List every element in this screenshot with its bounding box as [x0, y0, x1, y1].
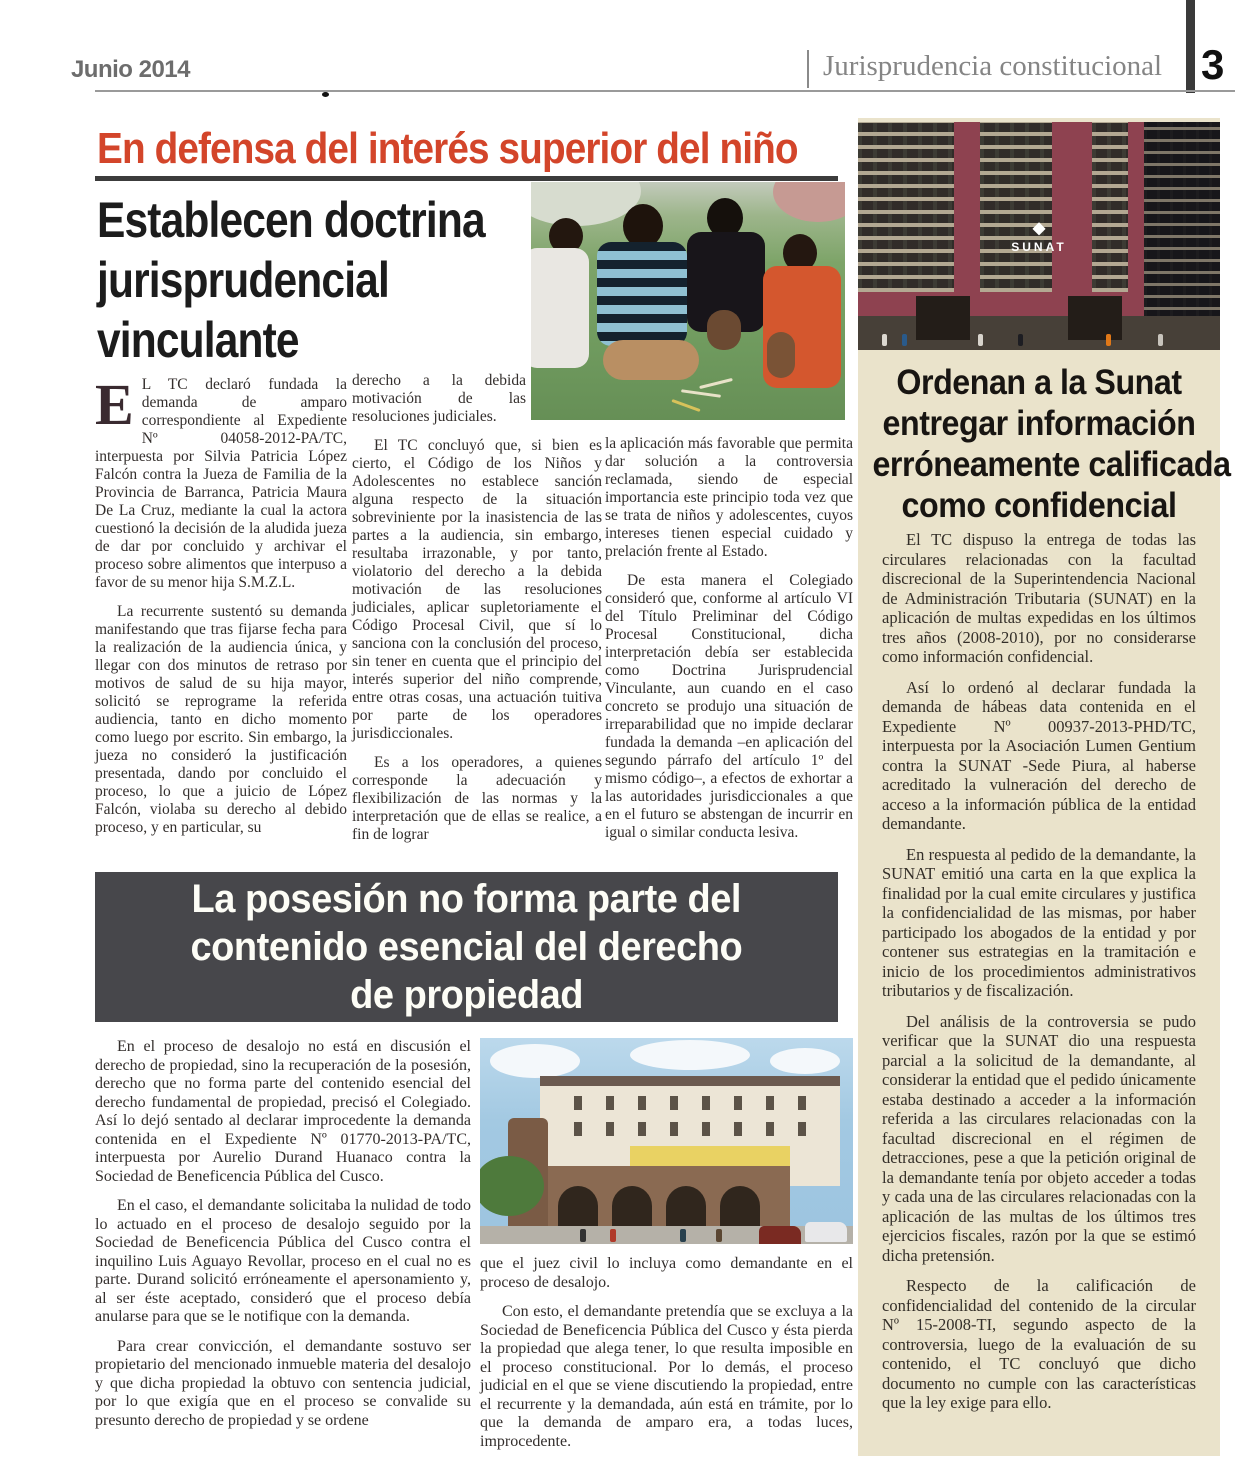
lead-column-1 — [95, 372, 347, 848]
paragraph: En el caso, el demandante solicitaba la nulidad de todo lo actuado en el proceso de desalojo seguido por la Sociedad de Beneficencia Pública del Cusco contra el inquilino Luis Aguayo Revollar, proceso en el cual no es parte. Durand solicitó erróneamente el apersonamiento y, al ser éste aceptado, consideró que el proceso debía anularse para que se le notifique con la demanda. — [95, 1197, 471, 1325]
arch — [558, 1186, 598, 1228]
kid-body — [597, 242, 687, 346]
lead-column-2 — [352, 372, 602, 855]
pedestrian — [882, 334, 887, 346]
banner-line: contenido esencial del derecho — [190, 925, 743, 969]
lead-headline — [97, 190, 553, 370]
article-kicker: En defensa del interés superior del niño — [97, 124, 798, 173]
banner-line: La posesión no forma parte del — [191, 877, 742, 921]
pedestrian — [680, 1229, 686, 1242]
headline-line: jurisprudencial — [97, 252, 389, 308]
paragraph: Respecto de la calificación de confidencialidad del contenido de la circular Nº 15-2008-TI, segundo aspecto de la controversia, luego de la evaluación de su contenido, el TC concluyó que dicho documento no cumple con las características que la ley exige para ello. — [882, 1276, 1196, 1412]
sidebar-article — [858, 118, 1231, 1456]
second-article-right-column — [480, 1255, 853, 1462]
photo-background-shape — [773, 182, 845, 222]
pedestrian — [902, 334, 907, 346]
entrance — [916, 296, 970, 340]
kid-body — [531, 248, 589, 368]
headline-line: Establecen doctrina — [97, 192, 485, 248]
banner-line: de propiedad — [350, 973, 583, 1017]
cloud — [490, 1044, 580, 1078]
paragraph: Es a los operadores, a quienes corresponde la adecuación y flexibilización de las normas y la interpretación que de ellas se realice, a fin de lograr — [352, 754, 602, 843]
paragraph: Con esto, el demandante pretendía que se excluya a la Sociedad de Beneficencia Pública del Cusco y ésta pierda la propiedad que alega tener, lo que resulta imposible en el proceso constitucional. Por lo demás, el proceso judicial en el que se viene discutiendo la propiedad, entre el recurrente y la demandada, aún está en trámite, por lo que la demanda de amparo era, a todas luces, improcedente. — [480, 1303, 853, 1450]
paragraph: que el juez civil lo incluya como demandante en el proceso de desalojo. — [480, 1255, 853, 1291]
cusco-building-photo — [480, 1038, 853, 1244]
kicker-rule — [95, 176, 838, 181]
stone-arcade — [540, 1166, 790, 1228]
headline-line: vinculante — [97, 312, 299, 368]
pedestrian — [1106, 334, 1111, 346]
sidebar-headline-line: como confidencial — [901, 486, 1177, 525]
paragraph: De esta manera el Colegiado consideró que, conforme al artículo VI del Título Preliminar del Código Procesal Constitucional, dicha interpretación debía ser establecida como Doctrina Jurisprudencial Vinculante, aun cuando en el caso concreto se produjo una situación de irreparabilidad que no impide declarar fundada la demanda –en aplicación del segundo párrafo del artículo 1º del mismo código–, a efectos de exhortar a las autoridades jurisdiccionales a que en el futuro se abstengan de incurrir en igual o similar conducta lesiva. — [605, 572, 853, 841]
page-number: 3 — [1201, 41, 1225, 88]
dropcap: E — [95, 372, 134, 437]
paragraph: E L TC declaró fundada la demanda de amparo correspondiente al Expediente Nº 04058-2012-PA/TC, interpuesta por Silvia Patricia López Falcón contra la Jueza de Familia de la Provincia de Barranca, Patricia Maura De La Cruz, mediante la cual la actora cuestionó la decisión de la aludida jueza de dar por concluido y archivar el proceso sobre alimentos que interpuso a favor de su menor hija S.M.Z.L. — [95, 372, 347, 591]
photo-overlap-spacer — [526, 372, 602, 428]
facade-grid — [858, 122, 954, 292]
ink-speck — [322, 92, 329, 97]
paragraph: Para crear convicción, el demandante sostuvo ser propietario del mencionado inmueble materia del desalojo y que dicha propiedad la obtuvo con sentencia judicial, por lo que exigía que en el proceso se convalide su presunto derecho de propiedad y se ordene — [95, 1337, 471, 1429]
kid-legs — [603, 340, 699, 380]
header-divider — [807, 50, 809, 88]
sidebar-headline-line: erróneamente calificada — [872, 445, 1231, 484]
facade-grid — [980, 122, 1052, 292]
pedestrian — [1158, 334, 1163, 346]
pedestrian — [580, 1229, 586, 1242]
issue-date: Junio 2014 — [70, 56, 190, 83]
sidebar-headline-line: entregar información — [882, 404, 1196, 443]
paragraph: En respuesta al pedido de la demandante, la SUNAT emitió una carta en la que explica la finalidad por la cual emite circulares y justifica la confidencialidad de las mismas, por haber participado los abogados de la entidad y por contener sus estrategias en la tramitación e inicio de los procedimientos administrativos tributarios y de fiscalización. — [882, 844, 1196, 1000]
paragraph: La recurrente sustentó su demanda manifestando que tras fijarse fecha para la realización de la audiencia única, y llegar con dos minutos de retraso por motivos de salud de su hija mayor, solicitó se reprograme la referida audiencia, tanto en dicho momento como luego por escrito. Sin embargo, la jueza no consideró la justificación presentada, dando por concluido el proceso, lo que a juicio de López Falcón, violaba su derecho al debido proceso, y en particular, su — [95, 603, 347, 836]
header-rule — [95, 90, 1235, 92]
window-row — [550, 1122, 830, 1136]
second-article-banner — [95, 872, 838, 1022]
paragraph: En el proceso de desalojo no está en discusión el derecho de propiedad, sino la recuperación de la posesión, derecho que no forma parte del contenido esencial del derecho fundamental de propiedad, precisó el Colegiado. Así lo dejó sentado al declarar improcedente la demanda contenida en el Expediente Nº 01770-2013-PA/TC, interpuesta por Aurelio Durand Huanaco contra la Sociedad de Beneficencia Pública del Cusco. — [95, 1038, 471, 1185]
paragraph: El TC dispuso la entrega de todas las circulares relacionadas con la facultad discrecional de la Superintendencia Nacional de Administración Tributaria (SUNAT) en la aplicación de multas expedidas en los últimos tres años (2008-2010), por no considerarse como información confidencial. — [882, 530, 1196, 666]
cloud — [630, 1040, 750, 1070]
arch — [612, 1186, 652, 1228]
pedestrian — [1018, 334, 1023, 346]
sunat-logo-icon: ◆ — [1032, 220, 1046, 237]
facade-grid — [1092, 122, 1128, 292]
kid-arm — [707, 310, 741, 350]
pedestrian — [978, 334, 983, 346]
sunat-logo: ◆ SUNAT — [858, 218, 1220, 254]
paragraph: la aplicación más favorable que permita dar solución a la controversia reclamada, siendo de especial importancia este principio toda vez que se trata de niños y adolescentes, cuyos intereses tienen especial cuidado y prelación frente al Estado. — [605, 435, 853, 560]
sidebar-body — [882, 530, 1196, 1424]
section-title: Jurisprudencia constitucional — [823, 50, 1163, 82]
entrance — [1068, 296, 1122, 340]
building-base — [858, 316, 1220, 350]
sidebar-headline-line: Ordenan a la Sunat — [896, 363, 1182, 402]
lead-column-3 — [605, 435, 853, 853]
car — [805, 1222, 847, 1242]
paragraph: El TC concluyó que, si bien es cierto, el Código de los Niños y Adolescentes no establece sanción alguna respecto de la situación sobreviniente por la inasistencia de las partes a la audiencia, sin embargo, resultaba irrazonable, y por tanto, violatorio del derecho a la debida motivación de las resoluciones judiciales, aplicar supletoriamente el Código Procesal Civil, que sí lo sanciona con la conclusión del proceso, sin tener en cuenta que el principio del interés superior del niño comprende, entre otras cosas, una actuación tuitiva por parte de los operadores jurisdiccionales. — [352, 437, 602, 742]
paragraph: derecho a la debida motivación de las resoluciones judiciales. — [352, 372, 526, 425]
sunat-building-photo — [858, 122, 1220, 350]
paragraph: Así lo ordenó al declarar fundada la demanda de hábeas data contenida en el Expediente Nº 00937-2013-PHD/TC, interpuesta por la Asociación Lumen Gentium contra la SUNAT -Sede Piura, al haberse acreditado la vulneración del derecho de acceso a la información pública de la entidad demandante. — [882, 677, 1196, 833]
arch — [666, 1186, 706, 1228]
page-number-bar — [1186, 0, 1195, 93]
window-row — [550, 1096, 830, 1110]
sidebar-headline — [858, 362, 1231, 526]
street — [480, 1226, 853, 1244]
pedestrian — [716, 1229, 722, 1242]
second-article-left-column — [95, 1038, 471, 1441]
kid-arm — [767, 332, 795, 378]
arch — [720, 1186, 760, 1228]
cloud — [770, 1048, 840, 1074]
paragraph: Del análisis de la controversia se pudo verificar que la SUNAT dio una respuesta parcial a la solicitud de la demandante, al considerar la entidad que el pedido únicamente estaba destinado a acceder a la información referida a las circulares relacionadas con la facultad discrecional en el régimen de detracciones, pese a que la petición original de la demandante tenía por objeto acceder a todas y cada una de las circulares relacionadas con la aplicación de las multas de los últimos tres ejercicios fiscales, razón por la que se estimó dicha pretensión. — [882, 1011, 1196, 1265]
pedestrian — [610, 1229, 616, 1242]
